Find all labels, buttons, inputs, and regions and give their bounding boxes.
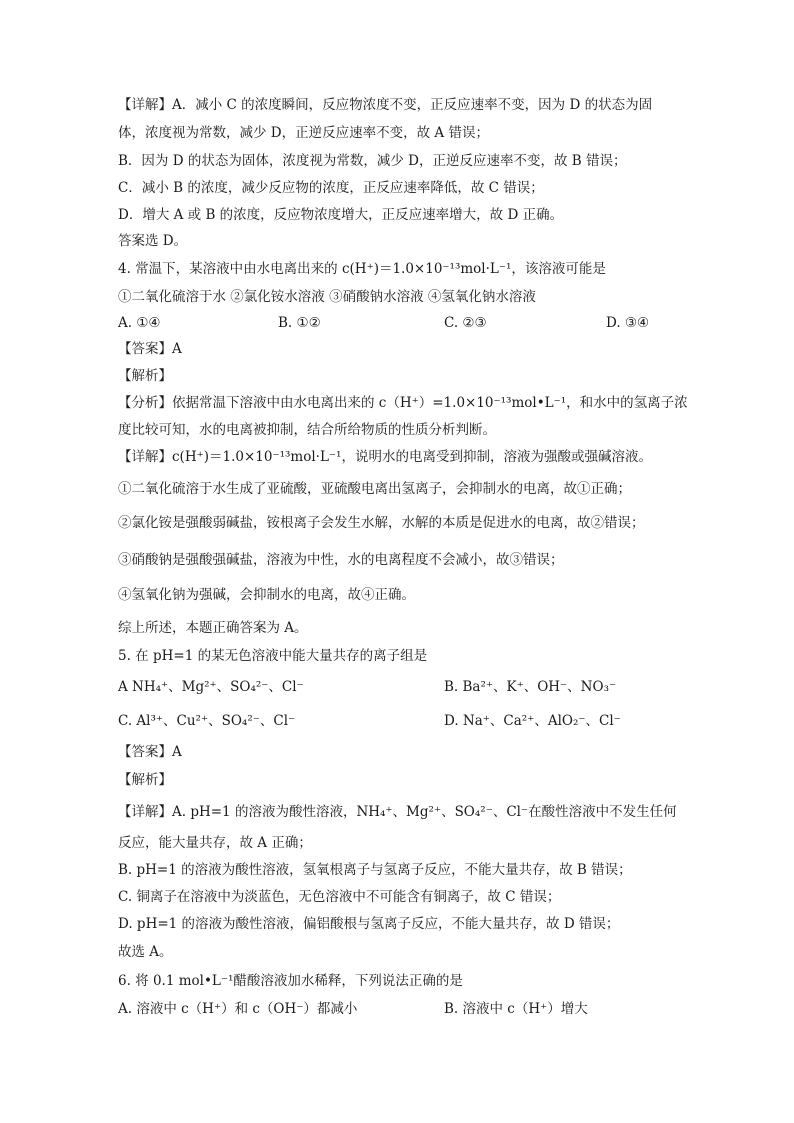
- q5-analysis-heading: 【解析】: [118, 772, 172, 788]
- q6-options: [118, 1000, 678, 1018]
- q4-summary: 综上所述，本题正确答案为 A。: [118, 620, 308, 636]
- q4-fenxi-1: 【分析】依据常温下溶液中由水电离出来的 c（H⁺）=1.0×10⁻¹³mol•L⁻¹，和水中的氢离子浓: [118, 395, 688, 411]
- q4-option-b: B. ①②: [278, 315, 321, 331]
- q4-detail: 【详解】c(H⁺)＝1.0×10⁻¹³mol·L⁻¹，说明水的电离受到抑制，溶液为强酸或强碱溶液。: [118, 449, 652, 465]
- q4-explain-4: ④氢氧化钠为强碱，会抑制水的电离，故④正确。: [118, 587, 415, 603]
- q4-option-c: C. ②③: [444, 315, 487, 331]
- q5-detail-b: B. pH=1 的溶液为酸性溶液，氢氧根离子与氢离子反应，不能大量共存，故 B 错误；: [118, 862, 632, 878]
- q5-option-b: B. Ba²⁺、K⁺、OH⁻、NO₃⁻: [444, 679, 617, 695]
- q4-options: [118, 314, 678, 332]
- q6-stem: 6. 将 0.1 mol•L⁻¹醋酸溶液加水稀释，下列说法正确的是: [118, 973, 463, 989]
- q4-items: ①二氧化硫溶于水 ②氯化铵水溶液 ③硝酸钠水溶液 ④氢氧化钠水溶液: [118, 289, 536, 305]
- q5-detail-a-1: 【详解】A. pH=1 的溶液为酸性溶液，NH₄⁺、Mg²⁺、SO₄²⁻、Cl⁻在酸性溶液中不发生任何: [118, 804, 677, 820]
- q4-explain-3: ③硝酸钠是强酸强碱盐，溶液为中性，水的电离程度不会减小，故③错误；: [118, 552, 564, 568]
- q4-option-a: A. ①④: [118, 315, 161, 331]
- q4-option-d: D. ③④: [606, 315, 650, 331]
- q5-option-d: D. Na⁺、Ca²⁺、AlO₂⁻、Cl⁻: [444, 713, 621, 729]
- q6-option-a: A. 溶液中 c（H⁺）和 c（OH⁻）都减小: [118, 1001, 358, 1017]
- q5-detail-c: C. 铜离子在溶液中为淡蓝色，无色溶液中不可能含有铜离子，故 C 错误；: [118, 889, 561, 905]
- q4-explain-1: ①二氧化硫溶于水生成了亚硫酸，亚硫酸电离出氢离子，会抑制水的电离，故①正确；: [118, 481, 631, 497]
- q5-options-row-1: [118, 676, 678, 698]
- detail-b: B．因为 D 的状态为固体，浓度视为常数，减少 D，正逆反应速率不变，故 B 错误；: [118, 153, 627, 169]
- q5-stem: 5. 在 pH=1 的某无色溶液中能大量共存的离子组是: [118, 648, 428, 664]
- q5-option-a: A NH₄⁺、Mg²⁺、SO₄²⁻、Cl⁻: [118, 679, 304, 695]
- q4-analysis-heading: 【解析】: [118, 368, 172, 384]
- q4-fenxi-2: 度比较可知，水的电离被抑制，结合所给物质的性质分析判断。: [118, 422, 496, 438]
- q6-option-b: B. 溶液中 c（H⁺）增大: [444, 1001, 588, 1017]
- detail-d: D．增大 A 或 B 的浓度，反应物浓度增大，正反应速率增大，故 D 正确。: [118, 207, 564, 223]
- q5-options-row-2: [118, 710, 678, 732]
- q4-answer: 【答案】A: [118, 341, 182, 357]
- q4-stem: 4. 常温下，某溶液中由水电离出来的 c(H⁺)＝1.0×10⁻¹³mol·L⁻¹，该溶液可能是: [118, 261, 606, 277]
- detail-line-2: 体，浓度视为常数，减少 D，正逆反应速率不变，故 A 错误；: [118, 125, 489, 141]
- detail-c: C．减小 B 的浓度，减少反应物的浓度，正反应速率降低，故 C 错误；: [118, 180, 544, 196]
- q5-answer: 【答案】A: [118, 744, 182, 760]
- q4-explain-2: ②氯化铵是强酸弱碱盐，铵根离子会发生水解，水解的本质是促进水的电离，故②错误；: [118, 515, 645, 531]
- q5-option-c: C. Al³⁺、Cu²⁺、SO₄²⁻、Cl⁻: [118, 713, 296, 729]
- detail-line-1: 【详解】A．减小 C 的浓度瞬间，反应物浓度不变，正反应速率不变，因为 D 的状态为固: [118, 97, 653, 113]
- q5-detail-a-2: 反应，能大量共存，故 A 正确；: [118, 835, 312, 851]
- q5-conclusion: 故选 A。: [118, 944, 173, 960]
- q5-detail-d: D. pH=1 的溶液为酸性溶液，偏铝酸根与氢离子反应，不能大量共存，故 D 错误；: [118, 916, 620, 932]
- answer-line: 答案选 D。: [118, 233, 188, 249]
